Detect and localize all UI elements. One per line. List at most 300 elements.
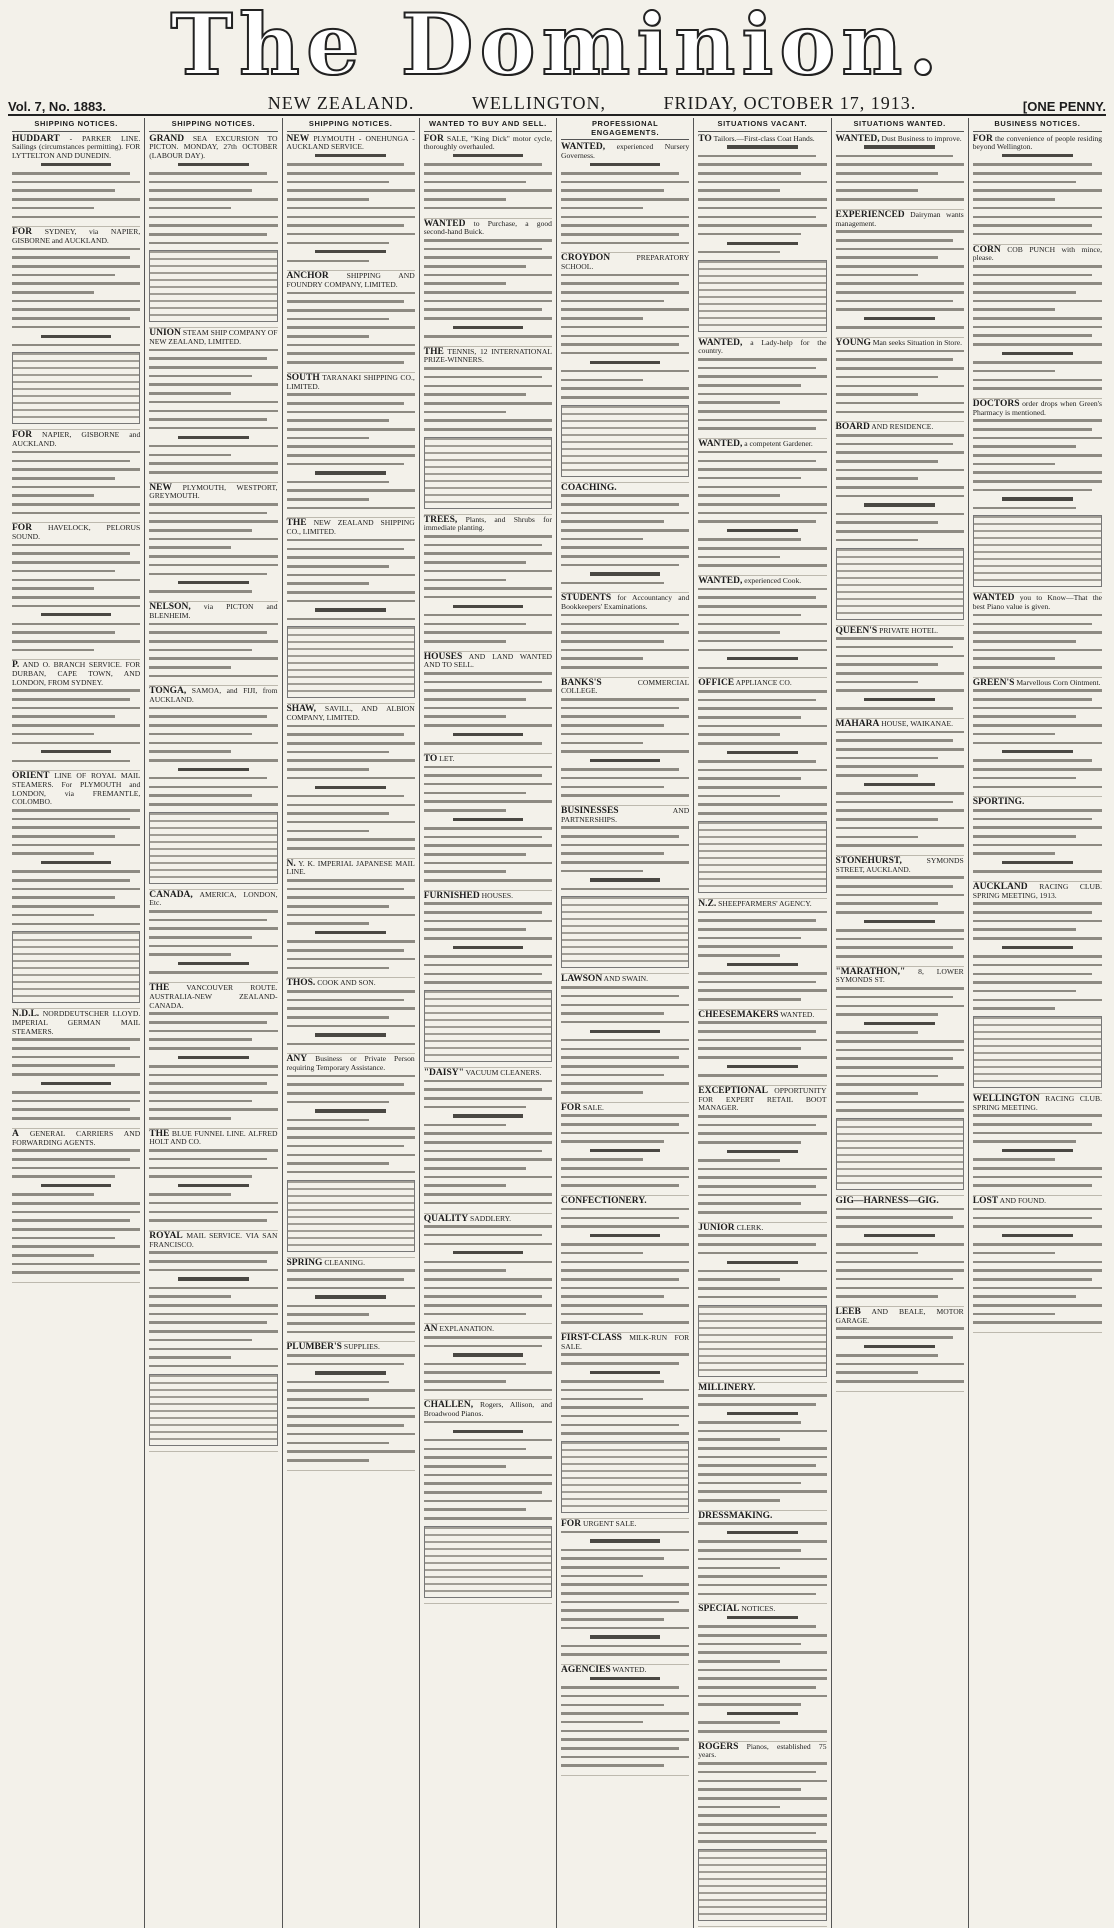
text-line	[698, 1296, 826, 1299]
ad-lead: HOUSES	[423, 651, 463, 662]
text-line	[836, 1261, 964, 1264]
text-line	[973, 733, 1056, 736]
text-line	[149, 1149, 277, 1152]
text-line	[727, 145, 798, 148]
ad-text: COOK AND SON.	[317, 978, 376, 988]
text-line	[149, 410, 277, 413]
text-line	[698, 777, 801, 780]
text-line	[12, 189, 115, 192]
ad-small-print	[698, 358, 826, 430]
ad-lead: BUSINESSES	[561, 805, 619, 816]
ad-text: Plants, and Shrubs for immediate planting.	[423, 514, 553, 533]
text-line	[561, 291, 689, 294]
text-line	[287, 751, 390, 754]
text-line	[12, 587, 94, 590]
ad-lead: QUEEN'S	[835, 625, 878, 636]
text-line	[973, 1261, 1102, 1264]
ad-lead: FOR	[972, 133, 993, 144]
text-line	[698, 1540, 826, 1543]
text-line	[973, 1123, 1092, 1126]
text-line	[698, 1430, 826, 1433]
text-line	[12, 1158, 130, 1161]
text-line	[973, 809, 1102, 812]
text-line	[424, 1269, 506, 1272]
text-line	[698, 631, 780, 634]
advertisement	[149, 984, 277, 1129]
text-line	[149, 707, 277, 710]
text-line	[12, 896, 115, 899]
advertisement	[973, 679, 1102, 798]
text-line	[973, 189, 1102, 192]
text-line	[561, 1269, 689, 1272]
text-line	[973, 844, 1102, 847]
ad-small-print	[973, 1114, 1102, 1187]
text-line	[727, 1616, 798, 1619]
text-line	[424, 419, 552, 422]
text-line	[424, 1295, 542, 1298]
text-line	[12, 282, 140, 285]
ad-small-print	[12, 809, 140, 1003]
text-line	[561, 326, 689, 329]
ad-lead: WELLINGTON	[972, 1093, 1040, 1104]
text-line	[149, 1108, 277, 1111]
text-line	[424, 376, 542, 379]
column-5	[557, 118, 694, 1928]
text-line	[424, 1304, 552, 1307]
text-line	[149, 189, 252, 192]
ad-small-print	[836, 230, 964, 329]
ad-lead: EXCEPTIONAL	[698, 1085, 768, 1096]
advertisement	[287, 1343, 415, 1470]
text-line	[287, 1043, 415, 1046]
text-line	[698, 623, 826, 626]
ad-small-print	[836, 876, 964, 957]
ad-small-print	[836, 731, 964, 847]
sailing-table	[973, 515, 1102, 587]
text-line	[12, 460, 130, 463]
text-line	[287, 591, 415, 594]
text-line	[836, 402, 964, 405]
text-line	[864, 1345, 935, 1348]
ad-lead: WANTED,	[698, 337, 743, 348]
text-line	[561, 768, 679, 771]
text-line	[453, 946, 524, 949]
text-line	[561, 1721, 643, 1724]
text-line	[149, 418, 267, 421]
text-line	[12, 905, 140, 908]
advertisement	[973, 246, 1102, 399]
text-line	[424, 317, 552, 320]
ad-lead: THE	[149, 983, 170, 994]
text-line	[424, 783, 552, 786]
advertisement	[424, 135, 552, 219]
text-line	[12, 494, 94, 497]
text-line	[149, 1091, 277, 1094]
text-line	[149, 1167, 277, 1170]
text-line	[973, 317, 1102, 320]
text-line	[973, 379, 1102, 382]
text-line	[836, 663, 939, 666]
ad-lead: FOR	[561, 1518, 582, 1529]
country: NEW ZEALAND.	[267, 93, 415, 113]
text-line	[561, 666, 689, 669]
ad-text: APPLIANCE CO.	[735, 678, 792, 688]
text-line	[836, 946, 954, 949]
text-line	[12, 649, 94, 652]
text-line	[561, 1321, 689, 1324]
text-line	[424, 335, 552, 338]
text-line	[836, 1066, 964, 1069]
text-line	[561, 835, 679, 838]
text-line	[727, 1150, 798, 1153]
ad-small-print	[561, 494, 689, 584]
advertisement	[287, 1055, 415, 1257]
text-line	[12, 631, 115, 634]
ad-text: AND LAND WANTED AND TO SELL.	[423, 651, 552, 670]
text-line	[287, 1363, 405, 1366]
advertisement	[424, 653, 552, 754]
text-line	[698, 1287, 826, 1290]
text-line	[973, 614, 1102, 617]
ad-small-print	[424, 367, 552, 509]
text-line	[287, 1083, 405, 1086]
text-line	[424, 1380, 506, 1383]
text-line	[698, 1499, 780, 1502]
text-line	[973, 172, 1102, 175]
text-line	[287, 1025, 415, 1028]
text-line	[973, 291, 1076, 294]
text-line	[149, 1211, 277, 1214]
text-line	[561, 1566, 689, 1569]
price: [ONE PENNY.	[1022, 99, 1106, 114]
text-line	[12, 596, 140, 599]
text-line	[424, 1517, 552, 1520]
text-line	[424, 724, 552, 727]
advertisement	[836, 1197, 964, 1307]
ad-text: HOUSES.	[481, 890, 514, 900]
text-line	[424, 631, 552, 634]
text-line	[1002, 497, 1073, 500]
text-line	[287, 582, 369, 585]
text-line	[973, 216, 1102, 219]
advertisement	[12, 1010, 140, 1129]
ad-lead: P.	[12, 660, 20, 671]
text-line	[287, 1016, 390, 1019]
text-line	[836, 1252, 918, 1255]
text-line	[864, 1022, 935, 1025]
text-line	[836, 265, 964, 268]
text-line	[287, 548, 405, 551]
text-line	[287, 300, 405, 303]
ad-lead: DOCTORS	[972, 398, 1020, 409]
ad-lead: BOARD	[835, 422, 870, 433]
text-line	[424, 766, 552, 769]
ad-lead: FOR	[12, 227, 33, 238]
text-line	[836, 198, 964, 201]
text-line	[287, 445, 415, 448]
text-line	[864, 145, 935, 148]
text-line	[12, 1149, 140, 1152]
text-line	[149, 366, 277, 369]
text-line	[836, 731, 964, 734]
text-line	[12, 1056, 140, 1059]
ad-text: SHEEPFARMERS' AGENCY.	[718, 898, 812, 908]
text-line	[149, 383, 277, 386]
advertisement	[836, 423, 964, 625]
ad-small-print	[287, 725, 415, 850]
text-line	[424, 902, 552, 905]
text-line	[973, 928, 1076, 931]
text-line	[287, 759, 415, 762]
text-line	[836, 836, 918, 839]
text-line	[287, 847, 415, 850]
text-line	[698, 1074, 826, 1077]
ad-small-print	[424, 672, 552, 745]
text-line	[12, 291, 94, 294]
text-line	[836, 885, 954, 888]
text-line	[149, 529, 252, 532]
text-line	[287, 181, 390, 184]
text-line	[424, 1508, 527, 1511]
text-line	[864, 698, 935, 701]
text-line	[973, 964, 1102, 967]
text-line	[424, 552, 552, 555]
text-line	[698, 1806, 780, 1809]
advertisement	[698, 1384, 826, 1511]
text-line	[424, 1287, 552, 1290]
text-line	[727, 1712, 798, 1715]
text-line	[178, 163, 249, 166]
text-line	[12, 1219, 130, 1222]
text-line	[12, 724, 140, 727]
ad-text: SHIPPING AND FOUNDRY COMPANY, LIMITED.	[286, 271, 415, 289]
ad-text: STEAM SHIP COMPANY OF NEW ZEALAND, LIMITED.	[149, 328, 278, 346]
text-line	[287, 1136, 415, 1139]
text-line	[41, 1082, 112, 1085]
ad-small-print	[973, 809, 1102, 873]
text-line	[287, 1442, 390, 1445]
ad-small-print	[424, 535, 552, 642]
text-line	[287, 1459, 369, 1462]
text-line	[698, 1202, 801, 1205]
text-line	[836, 1083, 964, 1086]
text-line	[561, 352, 689, 355]
text-line	[287, 1433, 415, 1436]
text-line	[836, 530, 964, 533]
ad-lead: CORN	[972, 244, 1001, 255]
ad-lead: CHALLEN,	[423, 1400, 474, 1411]
text-line	[12, 486, 140, 489]
text-line	[12, 468, 140, 471]
text-line	[149, 750, 231, 753]
ad-lead: SPECIAL	[698, 1604, 740, 1615]
ad-lead: MILLINERY.	[698, 1382, 756, 1393]
sailing-table	[149, 1374, 277, 1446]
ad-small-print	[698, 1234, 826, 1376]
text-line	[561, 1592, 689, 1595]
text-line	[698, 547, 826, 550]
text-line	[424, 844, 552, 847]
text-line	[424, 672, 552, 675]
sailing-table	[698, 821, 826, 893]
text-line	[12, 256, 130, 259]
text-line	[149, 742, 277, 745]
text-line	[698, 1194, 826, 1197]
text-line	[424, 1345, 542, 1348]
text-line	[698, 1482, 801, 1485]
text-line	[424, 879, 552, 882]
text-line	[836, 1049, 964, 1052]
text-line	[836, 367, 964, 370]
text-line	[12, 216, 140, 219]
ad-small-print	[561, 1677, 689, 1767]
ad-small-print	[12, 1038, 140, 1119]
text-line	[973, 724, 1102, 727]
text-line	[698, 1703, 801, 1706]
text-line	[424, 1176, 552, 1179]
text-line	[698, 1473, 826, 1476]
text-line	[315, 1109, 386, 1112]
text-line	[12, 1047, 130, 1050]
text-line	[698, 1464, 816, 1467]
text-line	[287, 804, 415, 807]
ad-lead: BANKS'S	[561, 677, 602, 688]
ad-text: COB PUNCH with mince, please.	[972, 244, 1102, 263]
text-line	[149, 454, 231, 457]
text-line	[561, 1167, 689, 1170]
text-line	[561, 1074, 664, 1077]
text-line	[561, 317, 643, 320]
ad-lead: EXPERIENCED	[835, 209, 905, 220]
text-line	[836, 1371, 918, 1374]
text-line	[973, 224, 1092, 227]
text-line	[12, 1211, 140, 1214]
text-line	[727, 1261, 798, 1264]
text-line	[149, 181, 277, 184]
column-2	[145, 118, 282, 1928]
text-line	[973, 163, 1092, 166]
text-line	[698, 512, 826, 515]
ad-small-print	[698, 1522, 826, 1595]
text-line	[287, 498, 369, 501]
text-line	[287, 1145, 405, 1148]
text-line	[149, 1269, 277, 1272]
text-line	[698, 733, 780, 736]
text-line	[561, 657, 643, 660]
text-line	[424, 809, 506, 812]
text-line	[973, 437, 1102, 440]
advertisement	[561, 1197, 689, 1333]
ad-text: COMMERCIAL COLLEGE.	[561, 677, 690, 696]
text-line	[424, 282, 506, 285]
text-line	[1002, 946, 1073, 949]
text-line	[698, 1762, 826, 1765]
ad-lead: "MARATHON,"	[835, 966, 906, 977]
text-line	[12, 1100, 140, 1103]
text-line	[12, 623, 140, 626]
advertisement	[836, 211, 964, 338]
text-line	[12, 809, 140, 812]
column-heading: WANTED TO BUY AND SELL.	[424, 120, 552, 132]
text-line	[836, 911, 964, 914]
text-line	[561, 1353, 689, 1356]
text-line	[698, 937, 801, 940]
text-line	[698, 155, 816, 158]
text-line	[561, 1295, 664, 1298]
ad-small-print	[698, 451, 826, 567]
text-line	[1002, 154, 1073, 157]
text-line	[836, 809, 964, 812]
text-line	[12, 308, 140, 311]
text-line	[424, 1456, 552, 1459]
text-line	[287, 361, 405, 364]
ad-lead: GRAND	[149, 133, 185, 144]
ad-lead: STUDENTS	[561, 593, 612, 604]
text-line	[561, 649, 689, 652]
text-line	[836, 513, 964, 516]
text-line	[149, 349, 277, 352]
text-line	[836, 460, 939, 463]
ad-text: SALE.	[582, 1102, 604, 1112]
text-line	[698, 393, 826, 396]
sailing-table	[698, 1849, 826, 1921]
text-line	[149, 919, 267, 922]
text-line	[836, 1363, 964, 1366]
text-line	[41, 335, 112, 338]
text-line	[424, 1261, 552, 1264]
text-line	[424, 274, 552, 277]
text-line	[424, 1158, 552, 1161]
page-columns	[8, 118, 1106, 1760]
text-line	[424, 1389, 552, 1392]
ad-small-print	[698, 1115, 826, 1214]
text-line	[41, 750, 112, 753]
text-line	[561, 1184, 679, 1187]
text-line	[698, 1421, 801, 1424]
text-line	[973, 454, 1102, 457]
text-line	[973, 1304, 1102, 1307]
text-line	[973, 902, 1102, 905]
text-line	[453, 818, 524, 821]
text-line	[836, 792, 964, 795]
text-line	[698, 367, 816, 370]
text-line	[561, 1601, 679, 1604]
ad-small-print	[287, 539, 415, 698]
ad-lead: FOR	[12, 430, 33, 441]
text-line	[698, 1447, 826, 1450]
text-line	[973, 326, 1102, 329]
column-4	[420, 118, 557, 1928]
text-line	[973, 707, 1102, 710]
ad-lead: TREES,	[423, 514, 458, 525]
text-line	[973, 463, 1056, 466]
text-line	[698, 716, 801, 719]
text-line	[453, 1114, 524, 1117]
text-line	[698, 1686, 816, 1689]
advertisement	[424, 1069, 552, 1214]
text-line	[561, 1549, 689, 1552]
text-line	[424, 973, 542, 976]
ad-lead: THOS.	[286, 978, 316, 989]
ad-lead: ORIENT	[12, 771, 50, 782]
text-line	[424, 207, 552, 210]
text-line	[561, 1208, 689, 1211]
text-line	[424, 836, 542, 839]
text-line	[973, 480, 1102, 483]
text-line	[973, 1158, 1056, 1161]
text-line	[561, 698, 689, 701]
ad-small-print	[12, 1149, 140, 1274]
